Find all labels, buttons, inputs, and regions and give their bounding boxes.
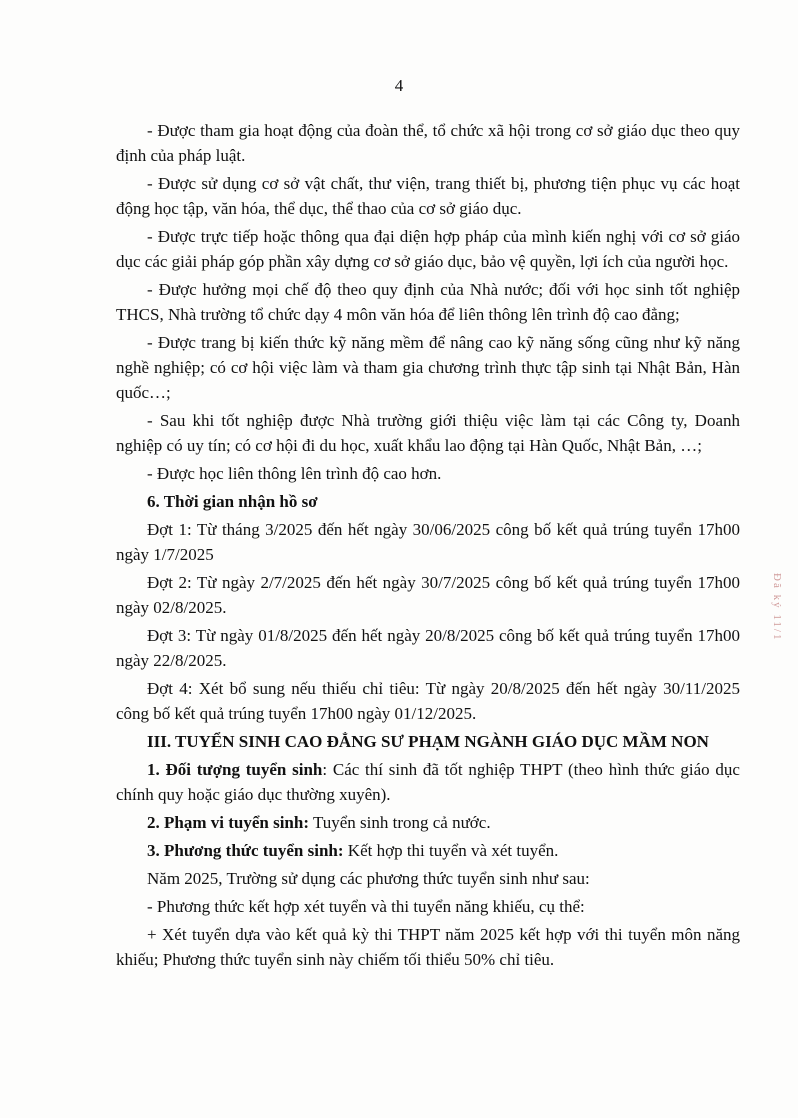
item-1: [116, 757, 740, 807]
paragraph-method: - Phương thức kết hợp xét tuyển và thi tuyển năng khiếu, cụ thể:: [147, 897, 585, 916]
item-1-label: 1. Đối tượng tuyển sinh: [147, 760, 323, 779]
paragraph-right-7: - Được học liên thông lên trình độ cao hơn.: [147, 464, 442, 483]
item-2-label: 2. Phạm vi tuyển sinh:: [147, 813, 309, 832]
paragraph-right-2: - Được sử dụng cơ sở vật chất, thư viện, trang thiết bị, phương tiện phục vụ các hoạt động học tập, văn hóa, thể dục, thể thao của cơ sở giáo dục.: [116, 174, 740, 218]
paragraph-right-4: - Được hưởng mọi chế độ theo quy định của Nhà nước; đối với học sinh tốt nghiệp THCS, Nhà trường tổ chức dạy 4 môn văn hóa để liên thông lên trình độ cao đẳng;: [116, 280, 740, 324]
margin-annotation: Đã ký 11/1: [771, 573, 783, 642]
paragraph-right-6: - Sau khi tốt nghiệp được Nhà trường giới thiệu việc làm tại các Công ty, Doanh nghiệp có uy tín; có cơ hội đi du học, xuất khẩu lao động tại Hàn Quốc, Nhật Bản, …;: [116, 411, 740, 455]
round-1: Đợt 1: Từ tháng 3/2025 đến hết ngày 30/06/2025 công bố kết quả trúng tuyển 17h00 ngày 1/7/2025: [116, 520, 740, 564]
paragraph-right-5: - Được trang bị kiến thức kỹ năng mềm để nâng cao kỹ năng sống cũng như kỹ năng nghề nghiệp; có cơ hội việc làm và tham gia chương trình thực tập sinh tại Nhật Bản, Hàn quốc…;: [116, 333, 740, 402]
item-2-text: Tuyển sinh trong cả nước.: [309, 813, 491, 832]
section-iii-heading: III. TUYỂN SINH CAO ĐẲNG SƯ PHẠM NGÀNH GIÁO DỤC MẦM NON: [147, 732, 709, 751]
paragraph-right-3: - Được trực tiếp hoặc thông qua đại diện hợp pháp của mình kiến nghị với cơ sở giáo dục các giải pháp góp phần xây dựng cơ sở giáo dục, bảo vệ quyền, lợi ích của người học.: [116, 227, 740, 271]
paragraph-year: Năm 2025, Trường sử dụng các phương thức tuyển sinh như sau:: [147, 869, 590, 888]
item-2: [116, 810, 740, 835]
paragraph-plus: + Xét tuyển dựa vào kết quả kỳ thi THPT năm 2025 kết hợp với thi tuyển môn năng khiếu; Phương thức tuyển sinh này chiếm tối thiểu 50% chỉ tiêu.: [116, 925, 740, 969]
round-2: Đợt 2: Từ ngày 2/7/2025 đến hết ngày 30/7/2025 công bố kết quả trúng tuyển 17h00 ngày 02/8/2025.: [116, 573, 740, 617]
page-number: 4: [394, 76, 404, 95]
document-body: [116, 118, 740, 975]
round-3: Đợt 3: Từ ngày 01/8/2025 đến hết ngày 20/8/2025 công bố kết quả trúng tuyển 17h00 ngày 22/8/2025.: [116, 626, 740, 670]
item-1-text: : Các thí sinh đã tốt nghiệp THPT (theo hình thức giáo dục chính quy hoặc giáo dục thường xuyên).: [116, 760, 740, 804]
round-4: Đợt 4: Xét bổ sung nếu thiếu chỉ tiêu: Từ ngày 20/8/2025 đến hết ngày 30/11/2025 công bố kết quả trúng tuyển 17h00 ngày 01/12/2025.: [116, 679, 740, 723]
paragraph-right-1: - Được tham gia hoạt động của đoàn thể, tổ chức xã hội trong cơ sở giáo dục theo quy định của pháp luật.: [116, 121, 740, 165]
item-3: [116, 838, 740, 863]
item-3-label: 3. Phương thức tuyển sinh:: [147, 841, 344, 860]
section-6-heading: 6. Thời gian nhận hồ sơ: [147, 492, 318, 511]
item-3-text: Kết hợp thi tuyển và xét tuyển.: [343, 841, 559, 860]
